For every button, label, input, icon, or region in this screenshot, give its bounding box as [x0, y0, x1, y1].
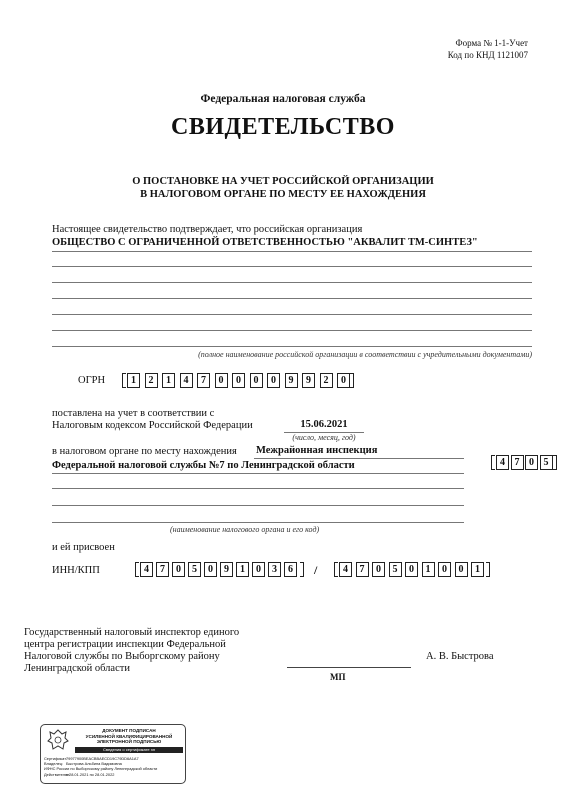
ogrn-digit: 1 [162, 373, 175, 388]
ogrn-digit: 1 [127, 373, 140, 388]
inn-digit: 3 [268, 562, 281, 577]
inn-digit: 6 [284, 562, 297, 577]
authority-name-2: Федеральной налоговой службы №7 по Ленинградской области [52, 460, 355, 471]
authority-code-digit: 0 [525, 455, 538, 470]
document-subtitle-2: В НАЛОГОВОМ ОРГАНЕ ПО МЕСТУ ЕЕ НАХОЖДЕНИЯ [140, 189, 426, 200]
kpp-digit: 5 [389, 562, 402, 577]
organization-line [52, 298, 532, 299]
authority-code-digit: 5 [540, 455, 553, 470]
kpp-digit: 0 [455, 562, 468, 577]
authority-line [52, 522, 464, 523]
authority-line [52, 473, 464, 474]
ogrn-digit: 0 [250, 373, 263, 388]
authority-line [254, 458, 464, 459]
inn-kpp-label: ИНН/КПП [52, 565, 100, 576]
kpp-digit: 0 [372, 562, 385, 577]
coat-of-arms-icon [47, 728, 69, 752]
authority-caption: (наименование налогового органа и его код) [170, 525, 320, 534]
ogrn-label: ОГРН [78, 375, 106, 386]
kpp-digit: 7 [356, 562, 369, 577]
ogrn-digit: 2 [145, 373, 158, 388]
kpp-digit: 4 [339, 562, 352, 577]
organization-intro: Настоящее свидетельство подтверждает, что российская организация [52, 224, 363, 235]
ogrn-bracket-right [350, 373, 354, 388]
ogrn-digit: 2 [320, 373, 333, 388]
inn-kpp-separator: / [314, 563, 318, 577]
ogrn-bracket-left [122, 373, 126, 388]
organization-caption: (полное наименование российской организации в соответствии с учредительными документами) [198, 350, 532, 359]
registration-line-2: Налоговым кодексом Российской Федерации [52, 420, 253, 431]
assigned-text: и ей присвоен [52, 542, 115, 553]
inn-digit: 0 [204, 562, 217, 577]
date-caption: (число, месяц, год) [292, 433, 356, 442]
authority-code-bracket-left [491, 455, 495, 470]
ogrn-digit: 0 [232, 373, 245, 388]
inn-digit: 7 [156, 562, 169, 577]
inn-digit: 0 [172, 562, 185, 577]
kpp-digit: 0 [438, 562, 451, 577]
authority-code-digit: 4 [496, 455, 509, 470]
organization-line [52, 251, 532, 252]
inspector-position-2: центра регистрации инспекции Федеральной [24, 639, 226, 650]
registration-date: 15.06.2021 [300, 419, 348, 430]
kpp-digit: 0 [405, 562, 418, 577]
kpp-digit: 1 [471, 562, 484, 577]
authority-code-digit: 7 [511, 455, 524, 470]
ogrn-digit: 4 [180, 373, 193, 388]
inspector-position-3: Налоговой службы по Выборгскому району [24, 651, 220, 662]
kpp-bracket-left [334, 562, 338, 577]
stamp-place: МП [330, 672, 346, 682]
document-title: СВИДЕТЕЛЬСТВО [171, 114, 395, 140]
authority-line [52, 505, 464, 506]
authority-prefix: в налоговом органе по месту нахождения [52, 446, 237, 457]
ogrn-digit: 9 [285, 373, 298, 388]
e-signature-stamp [40, 724, 186, 784]
organization-line [52, 314, 532, 315]
inn-bracket-left [135, 562, 139, 577]
organization-line [52, 282, 532, 283]
authority-code-bracket-right [553, 455, 557, 470]
ogrn-digit: 0 [337, 373, 350, 388]
ogrn-digit: 0 [267, 373, 280, 388]
inn-digit: 9 [220, 562, 233, 577]
authority-line [52, 488, 464, 489]
organization-name: ОБЩЕСТВО С ОГРАНИЧЕННОЙ ОТВЕТСТВЕННОСТЬЮ "АКВАЛИТ ТМ-СИНТЕЗ" [52, 237, 478, 248]
inn-digit: 5 [188, 562, 201, 577]
organization-line [52, 346, 532, 347]
e-signature-details: Сертификат:79977900BEACBBAECD19C79DD6A1A7 Владелец: Быстрова Альбина Вадимовна ИФНС России по Выборгскому району Ленинградской области Действителен:с 28.01.2021 по 28.01.2022 [44, 756, 158, 777]
inspector-name: А. В. Быстрова [426, 651, 494, 662]
organization-line [52, 266, 532, 267]
authority-name-1: Межрайонная инспекция [256, 445, 378, 456]
inn-bracket-right [300, 562, 304, 577]
signature-line [287, 667, 411, 668]
ogrn-digit: 9 [302, 373, 315, 388]
agency-name: Федеральная налоговая служба [200, 93, 366, 105]
registration-line-1: поставлена на учет в соответствии с [52, 408, 215, 419]
inn-digit: 1 [236, 562, 249, 577]
inspector-position-4: Ленинградской области [24, 663, 130, 674]
form-number: Форма № 1-1-Учет [455, 38, 528, 48]
inn-digit: 4 [140, 562, 153, 577]
kpp-digit: 1 [422, 562, 435, 577]
kpp-bracket-right [486, 562, 490, 577]
document-subtitle-1: О ПОСТАНОВКЕ НА УЧЕТ РОССИЙСКОЙ ОРГАНИЗАЦИИ [132, 176, 434, 187]
inn-digit: 0 [252, 562, 265, 577]
knd-code: Код по КНД 1121007 [447, 50, 528, 60]
inspector-position-1: Государственный налоговый инспектор единого [24, 627, 240, 638]
ogrn-digit: 7 [197, 373, 210, 388]
organization-line [52, 330, 532, 331]
e-signature-header: ДОКУМЕНТ ПОДПИСАН УСИЛЕННОЙ КВАЛИФИЦИРОВАННОЙ ЭЛЕКТРОННОЙ ПОДПИСЬЮ [85, 728, 173, 745]
ogrn-digit: 0 [215, 373, 228, 388]
e-signature-bar: Сведения о сертификате эп [75, 747, 183, 753]
